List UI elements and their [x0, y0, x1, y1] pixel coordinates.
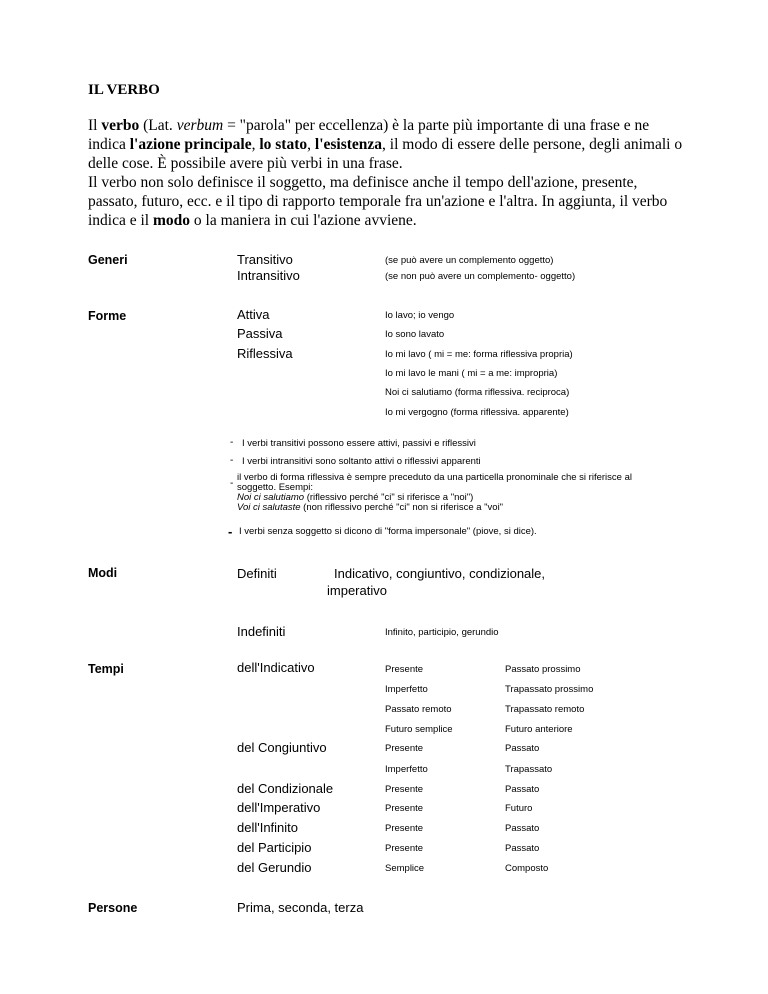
modi-definiti-label: Definiti — [237, 566, 277, 581]
note-example-text: (non riflessivo perché "ci" non si riferisce a "voi" — [300, 502, 504, 513]
generi-desc: (se può avere un complemento oggetto) — [385, 255, 554, 266]
tempi-cell: Futuro — [505, 803, 533, 814]
tempi-cell: Presente — [385, 823, 424, 834]
bullet-dash: - — [230, 455, 234, 466]
tempi-cell: Presente — [385, 803, 424, 814]
note-example — [237, 502, 503, 513]
intro-text — [88, 116, 688, 230]
section-modi-heading: Modi — [88, 566, 118, 580]
bullet-dash: - — [230, 437, 234, 448]
intro-bold-term: l'esistenza — [314, 136, 383, 153]
note-example-italic: Voi ci salutaste — [237, 502, 301, 513]
tempi-cell: Trapassato — [505, 764, 553, 775]
intro-italic-term: verbum — [176, 117, 224, 134]
tempi-cell: Futuro anteriore — [505, 724, 573, 735]
tempi-cell: Presente — [385, 664, 424, 675]
section-persone-heading: Persone — [88, 901, 138, 915]
intro-text-run: Il verbo non solo definisce il soggetto, ma definisce anche il tempo dell'azione, presente, passato, futuro, ecc. e il tipo di rapporto temporale fra un'azione e l'altra. In aggiunta, il verbo indica e il — [88, 174, 668, 229]
tempi-cell: Passato — [505, 784, 540, 795]
intro-paragraph-2 — [88, 173, 688, 230]
tempi-cell: Passato — [505, 743, 540, 754]
tempi-cell: Presente — [385, 843, 424, 854]
intro-text-run: , — [307, 136, 315, 153]
persone-value: Prima, seconda, terza — [237, 900, 364, 915]
tempi-cell: Trapassato remoto — [505, 704, 585, 715]
tempi-cell: Presente — [385, 784, 424, 795]
intro-text-run: o la maniera in cui l'azione avviene. — [190, 212, 417, 229]
intro-paragraph-1 — [88, 116, 688, 173]
intro-text-run: , il modo di essere delle persone, degli animali o delle cose. È possibile avere più verbi in una frase. — [88, 136, 683, 172]
forme-desc: Io mi lavo ( mi = me: forma riflessiva propria) — [385, 349, 573, 360]
modi-indefiniti-value: Infinito, participio, gerundio — [385, 627, 499, 638]
forme-label: Riflessiva — [237, 346, 293, 361]
bullet-dash: - — [228, 524, 233, 539]
tempi-cell: Futuro semplice — [385, 724, 453, 735]
tempi-cell: Semplice — [385, 863, 425, 874]
tempi-group-label: del Participio — [237, 840, 312, 855]
intro-bold-term: verbo — [101, 117, 140, 134]
forme-example: Io mi lavo le mani ( mi = a me: impropria) — [385, 368, 558, 379]
section-tempi-heading: Tempi — [88, 662, 124, 676]
tempi-group-label: dell'Indicativo — [237, 660, 315, 675]
tempi-cell: Passato remoto — [385, 704, 452, 715]
section-forme-heading: Forme — [88, 309, 127, 323]
tempi-group-label: dell'Infinito — [237, 820, 299, 835]
modi-indefiniti-label: Indefiniti — [237, 624, 286, 639]
intro-bold-term: l'azione principale — [129, 136, 252, 153]
tempi-cell: Passato — [505, 823, 540, 834]
intro-text-run: , — [251, 136, 260, 153]
forme-desc: Io lavo; io vengo — [385, 310, 455, 321]
bullet-dash: - — [230, 478, 234, 489]
generi-desc: (se non può avere un complemento- oggetto) — [385, 271, 576, 282]
note-item: I verbi transitivi possono essere attivi, passivi e riflessivi — [242, 438, 476, 449]
tempi-cell: Passato prossimo — [505, 664, 581, 675]
note-item: il verbo di forma riflessiva è sempre preceduto da una particella pronominale che si riferisce al — [237, 472, 632, 483]
generi-label: Transitivo — [237, 252, 293, 267]
forme-label: Passiva — [237, 326, 283, 341]
tempi-group-label: dell'Imperativo — [237, 800, 321, 815]
intro-bold-term: modo — [153, 212, 191, 229]
modi-definiti-value: imperativo — [327, 583, 387, 598]
tempi-cell: Passato — [505, 843, 540, 854]
section-generi-heading: Generi — [88, 253, 128, 267]
tempi-cell: Imperfetto — [385, 684, 428, 695]
note-item: I verbi intransitivi sono soltanto attivi o riflessivi apparenti — [242, 456, 481, 467]
tempi-cell: Trapassato prossimo — [505, 684, 594, 695]
forme-example: Noi ci salutiamo (forma riflessiva. reciproca) — [385, 387, 570, 398]
note-item: soggetto. Esempi: — [237, 482, 314, 493]
intro-bold-term: lo stato — [259, 136, 308, 153]
tempi-cell: Imperfetto — [385, 764, 428, 775]
note-example-italic: Noi ci salutiamo — [237, 492, 305, 503]
generi-label: Intransitivo — [237, 268, 300, 283]
modi-definiti-value: Indicativo, congiuntivo, condizionale, — [334, 566, 546, 581]
tempi-group-label: del Congiuntivo — [237, 740, 327, 755]
forme-label: Attiva — [237, 307, 270, 322]
page-title: IL VERBO — [88, 82, 160, 98]
intro-text-run: (Lat. — [139, 117, 177, 134]
note-item: I verbi senza soggetto si dicono di "forma impersonale" (piove, si dice). — [239, 526, 537, 537]
intro-text-run: = "parola" per eccellenza) è la parte più importante di una frase e ne indica — [88, 117, 650, 153]
tempi-cell: Composto — [505, 863, 549, 874]
forme-desc: Io sono lavato — [385, 329, 445, 340]
tempi-cell: Presente — [385, 743, 424, 754]
note-example-text: (riflessivo perché "ci" si riferisce a "noi") — [304, 492, 474, 503]
tempi-group-label: del Gerundio — [237, 860, 312, 875]
forme-example: Io mi vergogno (forma riflessiva. apparente) — [385, 407, 569, 418]
tempi-group-label: del Condizionale — [237, 781, 334, 796]
intro-text-run: Il — [88, 117, 102, 134]
